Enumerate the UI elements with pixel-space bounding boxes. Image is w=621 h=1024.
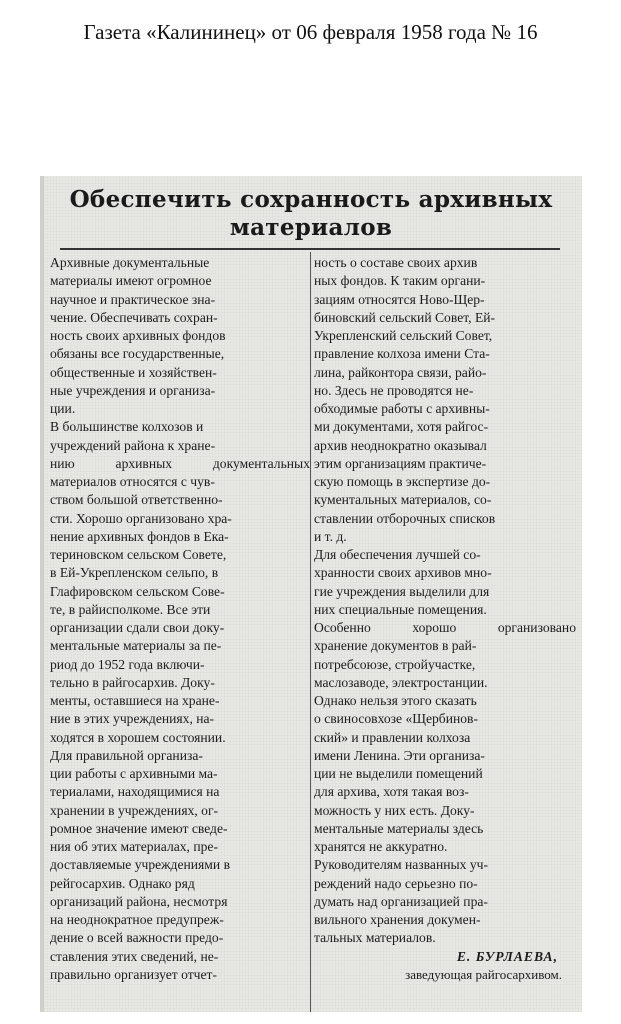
- article-text-line: зациям относятся Ново-Щер-: [314, 291, 485, 307]
- article-text-line: хранении в учреждениях, ог-: [50, 802, 219, 818]
- article-text-line: ский» и правлении колхоза: [314, 729, 471, 745]
- article-text-line: Для правильной организа-: [50, 747, 203, 763]
- article-text-line: Укрепленский сельский Совет,: [314, 328, 493, 343]
- column-divider: [310, 252, 311, 1012]
- article-text-line: материалов относятся с чув-: [50, 474, 215, 489]
- article-text-line: ции не выделили помещений: [314, 766, 483, 781]
- article-text-line: думать над организацией пра-: [314, 893, 488, 909]
- article-text-line: лина, райконтора связи, райо-: [314, 364, 487, 380]
- article-headline: [40, 186, 582, 242]
- article-text-line: реждений надо серьезно по-: [314, 875, 478, 891]
- article-text-line: можность у них есть. Доку-: [314, 802, 475, 818]
- article-text-line: кументальных материалов, со-: [314, 492, 492, 508]
- article-text-line: ных фондов. К таким органи-: [314, 273, 486, 289]
- right-column-lines: [314, 254, 576, 948]
- article-text-line: ставления этих сведений, не-: [50, 948, 219, 964]
- headline-line-1: Обеспечить сохранность архивных: [69, 186, 553, 213]
- article-text-line: ние в этих учреждениях, на-: [50, 711, 215, 727]
- article-text-line: организаций района, несмотря: [50, 893, 228, 909]
- article-text-line: ции работы с архивными ма-: [50, 766, 218, 781]
- article-text-line: вильного хранения докумен-: [314, 912, 481, 927]
- article-text-line: ность своих архивных фондов: [50, 328, 226, 343]
- article-text-line: ния об этих материалах, пре-: [50, 839, 218, 854]
- newspaper-clipping: [40, 176, 582, 1012]
- article-text-line: рейгосархив. Однако ряд: [50, 875, 195, 891]
- article-text-line: них специальные помещения.: [314, 601, 487, 617]
- article-text-line: научное и практическое зна-: [50, 291, 216, 307]
- article-text-line: о свиносовхозе «Щербинов-: [314, 711, 479, 727]
- headline-line-2: материалов: [229, 214, 393, 241]
- article-text-line: териновском сельском Совете,: [50, 547, 227, 562]
- article-text-line: В большинстве колхозов и: [50, 419, 204, 435]
- article-text-line: биновский сельский Совет, Ей-: [314, 309, 496, 325]
- article-text-line: на неоднократное предупреж-: [50, 912, 224, 927]
- article-text-line: териалами, находящимися на: [50, 784, 220, 800]
- article-left-column: [50, 254, 310, 984]
- article-text-line: архив неоднократно оказывал: [314, 437, 487, 453]
- article-text-line: ментальные материалы за пе-: [50, 638, 222, 654]
- article-text-line: Глафировском сельском Сове-: [50, 583, 225, 599]
- article-text-line: потребсоюзе, стройучастке,: [314, 656, 476, 672]
- article-text-line: правление колхоза имени Ста-: [314, 346, 490, 362]
- article-text-line: ми документами, хотя райгос-: [314, 419, 489, 435]
- article-text-line: учреждений района к хране-: [50, 437, 216, 453]
- article-text-line: в Ей-Укрепленском сельпо, в: [50, 565, 219, 581]
- clipping-edge: [40, 176, 44, 1012]
- headline-rule: [60, 248, 560, 250]
- article-text-line: хранности своих архивов мно-: [314, 565, 492, 581]
- article-text-line: те, в райисполкоме. Все эти: [50, 601, 211, 617]
- article-right-column: [314, 254, 576, 984]
- article-text-line: обходимые работы с архивны-: [314, 401, 490, 416]
- article-text-line: маслозаводе, электростанции.: [314, 674, 488, 690]
- article-text-line: этим организациям практиче-: [314, 455, 487, 471]
- article-text-line: хранение документов в рай-: [314, 638, 477, 654]
- article-text-line: менты, оставшиеся на хране-: [50, 693, 220, 708]
- article-text-line: ность о составе своих архив: [314, 255, 478, 270]
- article-text-line: ством большой ответственно-: [50, 492, 223, 508]
- article-text-line: организации сдали свои доку-: [50, 620, 225, 635]
- article-text-line: ставлении отборочных списков: [314, 510, 496, 526]
- article-text-line: правильно организует отчет-: [50, 966, 217, 982]
- article-text-line: для архива, хотя такая воз-: [314, 784, 469, 800]
- article-text-line: гие учреждения выделили для: [314, 583, 490, 599]
- article-text-line: сти. Хорошо организовано хра-: [50, 510, 232, 526]
- article-text-line: имени Ленина. Эти организа-: [314, 747, 485, 763]
- article-text-line: материалы имеют огромное: [50, 273, 212, 289]
- archive-caption: Газета «Калининец» от 06 февраля 1958 года № 16: [83, 20, 538, 44]
- article-text-line: и т. д.: [314, 528, 347, 544]
- article-text-line: нение архивных фондов в Ека-: [50, 528, 229, 544]
- article-text-line: Для обеспечения лучшей со-: [314, 547, 481, 562]
- article-text-line: тельно в райгосархив. Доку-: [50, 674, 215, 690]
- article-text-line: Особенно хорошо организовано: [314, 620, 576, 635]
- article-text-line: ходятся в хорошем состоянии.: [50, 729, 226, 745]
- article-text-line: общественные и хозяйствен-: [50, 364, 217, 380]
- article-text-line: ментальные материалы здесь: [314, 820, 484, 836]
- article-text-line: Архивные документальные: [50, 255, 210, 270]
- article-text-line: обязаны все государственные,: [50, 346, 225, 362]
- article-text-line: доставляемые учреждениями в: [50, 857, 231, 873]
- article-text-line: хранятся не аккуратно.: [314, 839, 448, 854]
- article-text-line: ромное значение имеют сведе-: [50, 820, 228, 836]
- article-text-line: чение. Обеспечивать сохран-: [50, 309, 218, 325]
- article-text-line: тальных материалов.: [314, 930, 436, 946]
- article-text-line: Руководителям названных уч-: [314, 857, 488, 873]
- author-signature: Е. БУРЛАЕВА,: [456, 948, 558, 964]
- article-text-line: ные учреждения и организа-: [50, 382, 216, 398]
- article-text-line: нию архивных документальных: [50, 455, 310, 471]
- article-text-line: риод до 1952 года включи-: [50, 656, 205, 672]
- article-text-line: Однако нельзя этого сказать: [314, 693, 477, 708]
- article-text-line: но. Здесь не проводятся не-: [314, 382, 474, 398]
- article-text-line: скую помощь в экспертизе до-: [314, 474, 491, 489]
- article-text-line: ции.: [50, 401, 76, 416]
- author-position: заведующая райгосархивом.: [405, 966, 562, 982]
- article-text-line: дение о всей важности предо-: [50, 930, 224, 946]
